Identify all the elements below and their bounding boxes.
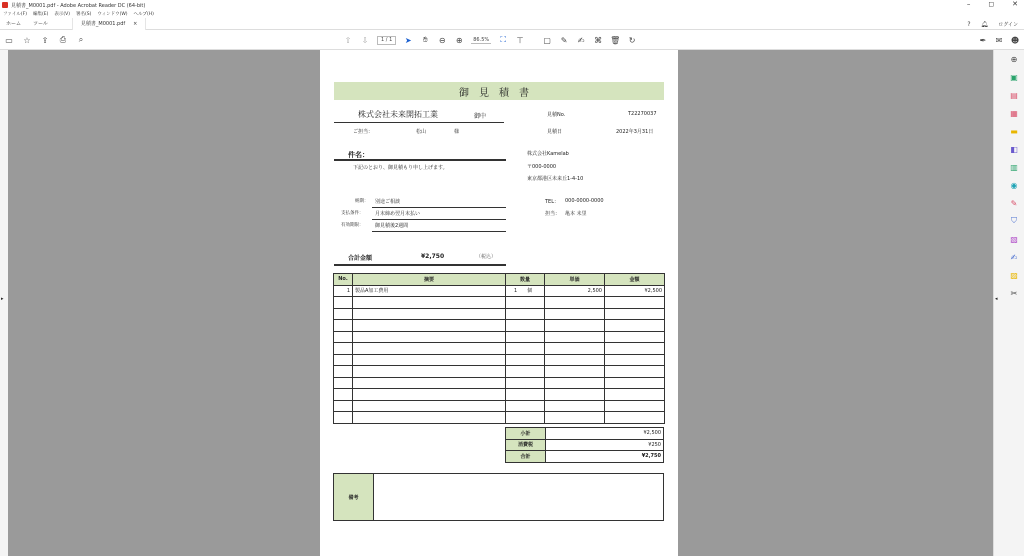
acrobat-app-icon bbox=[2, 2, 8, 8]
zoom-level-select[interactable]: 86.5% bbox=[473, 36, 490, 43]
row-unit-price bbox=[545, 343, 605, 355]
scan-icon[interactable]: ▨ bbox=[1010, 270, 1018, 280]
page-number-input[interactable]: 1 / 1 bbox=[377, 36, 396, 45]
subtotal-label: 小計 bbox=[506, 428, 546, 440]
row-no bbox=[334, 308, 353, 320]
row-unit-price bbox=[545, 308, 605, 320]
delete-icon[interactable]: 🗑︎ bbox=[610, 35, 621, 45]
document-title: 御見積書 bbox=[334, 82, 664, 100]
quote-no: T22270037 bbox=[628, 111, 657, 117]
fit-page-icon[interactable]: ⛶ bbox=[500, 35, 506, 44]
export-pdf-icon[interactable]: ▣ bbox=[1010, 72, 1018, 82]
row-amount bbox=[605, 297, 665, 309]
login-link[interactable]: ログイン bbox=[998, 21, 1018, 28]
fill-and-sign-icon[interactable]: ✎ bbox=[1010, 198, 1018, 208]
row-unit-price bbox=[545, 297, 605, 309]
help-icon[interactable]: ? bbox=[967, 20, 971, 28]
hand-tool-icon[interactable]: ✋︎ bbox=[422, 35, 428, 44]
row-quantity bbox=[506, 331, 545, 343]
row-description: 製品A加工費用 bbox=[353, 285, 506, 297]
delivery-label: 納期： bbox=[355, 199, 369, 204]
items-header-row bbox=[334, 274, 665, 286]
row-unit-price bbox=[545, 400, 605, 412]
toolbar bbox=[0, 31, 1024, 50]
remarks-label: 備考 bbox=[334, 474, 374, 520]
table-row bbox=[334, 343, 665, 355]
company-name: 株式会社Kamelab bbox=[527, 151, 569, 157]
subtotal-value: ¥2,500 bbox=[546, 428, 664, 440]
grand-total-row bbox=[506, 451, 664, 463]
row-unit-price bbox=[545, 366, 605, 378]
row-quantity bbox=[506, 343, 545, 355]
items-table bbox=[333, 273, 665, 424]
tab-home[interactable]: ホーム bbox=[6, 21, 22, 27]
table-row bbox=[334, 297, 665, 309]
row-amount bbox=[605, 389, 665, 401]
menu-window[interactable]: ウィンドウ(W) bbox=[97, 12, 128, 17]
request-signature-icon[interactable]: ✍ bbox=[1010, 252, 1018, 262]
row-unit-price bbox=[545, 389, 605, 401]
menu-help[interactable]: ヘルプ(H) bbox=[133, 12, 154, 17]
table-row bbox=[334, 389, 665, 401]
tax-note: （税込） bbox=[476, 254, 497, 260]
contact-label: ご担当： bbox=[353, 129, 374, 135]
row-amount bbox=[605, 412, 665, 424]
row-no bbox=[334, 320, 353, 332]
validity-value: 御見積後2週間 bbox=[375, 223, 409, 229]
row-description bbox=[353, 308, 506, 320]
row-quantity bbox=[506, 389, 545, 401]
grand-total-value: ¥2,750 bbox=[546, 451, 664, 463]
tax-label: 消費税 bbox=[506, 439, 546, 451]
title-bar bbox=[0, 0, 1024, 10]
comment-tool-icon[interactable]: ▬ bbox=[1010, 126, 1018, 136]
expand-arrow-icon[interactable]: ▸ bbox=[1, 296, 4, 302]
row-no bbox=[334, 331, 353, 343]
payment-label: 支払条件： bbox=[341, 211, 364, 216]
subtotal-row bbox=[506, 428, 664, 440]
table-row bbox=[334, 320, 665, 332]
tab-tools[interactable]: ツール bbox=[33, 21, 48, 27]
menu-file[interactable]: ファイル(F) bbox=[3, 12, 28, 17]
totals-table bbox=[505, 427, 664, 463]
col-unit-price: 単価 bbox=[545, 274, 605, 286]
zoom-tool-icon[interactable]: ⊕ bbox=[1010, 54, 1018, 64]
row-no bbox=[334, 400, 353, 412]
total-label: 合計金額 bbox=[348, 255, 373, 262]
left-panel-toggle[interactable] bbox=[0, 50, 8, 556]
right-tools-list bbox=[1009, 54, 1019, 298]
row-quantity bbox=[506, 354, 545, 366]
table-row bbox=[334, 354, 665, 366]
zoom-in-icon[interactable]: ⊕ bbox=[455, 35, 463, 45]
compress-pdf-icon[interactable]: ◉ bbox=[1010, 180, 1018, 190]
validity-label: 有効期限： bbox=[341, 223, 364, 228]
window-title: 見積書_M0001.pdf - Adobe Acrobat Reader DC (64-bit) bbox=[11, 2, 146, 9]
menu-sign[interactable]: 署名(S) bbox=[75, 12, 92, 17]
col-no: No. bbox=[334, 274, 353, 286]
row-amount bbox=[605, 308, 665, 320]
validity-underline bbox=[372, 231, 506, 232]
row-quantity bbox=[506, 297, 545, 309]
row-amount bbox=[605, 377, 665, 389]
tel-label: TEL： bbox=[545, 199, 559, 205]
col-quantity: 数量 bbox=[506, 274, 545, 286]
page-up-icon[interactable]: ⇧ bbox=[344, 35, 352, 45]
print-icon[interactable]: ⎙ bbox=[59, 35, 67, 44]
contact-suffix: 様 bbox=[454, 129, 460, 135]
row-description bbox=[353, 389, 506, 401]
tab-close-icon[interactable]: × bbox=[133, 20, 138, 27]
total-underline bbox=[334, 264, 506, 266]
menu-view[interactable]: 表示(V) bbox=[54, 12, 70, 17]
row-quantity bbox=[506, 308, 545, 320]
close-window-button[interactable]: ✕ bbox=[1012, 0, 1018, 8]
minimize-button[interactable]: – bbox=[966, 0, 971, 8]
grand-total-label: 合計 bbox=[506, 451, 546, 463]
collapse-panel-arrow-icon[interactable]: ◂ bbox=[995, 296, 998, 302]
tax-value: ¥250 bbox=[546, 439, 664, 451]
tax-row bbox=[506, 439, 664, 451]
redact-icon[interactable]: ▧ bbox=[1010, 234, 1018, 244]
table-row bbox=[334, 377, 665, 389]
row-amount bbox=[605, 400, 665, 412]
row-description bbox=[353, 343, 506, 355]
row-description bbox=[353, 297, 506, 309]
delivery-underline bbox=[372, 207, 506, 208]
row-unit-price bbox=[545, 354, 605, 366]
upload-cloud-icon[interactable]: ⇪ bbox=[41, 35, 49, 45]
combine-files-icon[interactable]: ◧ bbox=[1010, 144, 1018, 154]
row-amount bbox=[605, 343, 665, 355]
zoom-out-icon[interactable]: ⊖ bbox=[438, 35, 446, 45]
company-address: 東京都港区未来丘1-4-10 bbox=[527, 176, 584, 182]
total-amount: ¥2,750 bbox=[421, 253, 445, 260]
rotate-icon[interactable]: ↻ bbox=[628, 35, 636, 45]
pen-icon[interactable]: ✎ bbox=[560, 35, 568, 45]
quote-no-label: 見積No. bbox=[547, 112, 566, 118]
col-amount: 金額 bbox=[605, 274, 665, 286]
company-postal: 〒000-0000 bbox=[527, 164, 557, 170]
stamp-icon[interactable]: ⌘ bbox=[594, 35, 603, 45]
comment-icon[interactable]: ▢ bbox=[543, 35, 551, 45]
menu-edit[interactable]: 編集(E) bbox=[33, 12, 49, 17]
edit-pdf-icon[interactable]: ▦ bbox=[1010, 108, 1018, 118]
more-tools-icon[interactable]: ✂ bbox=[1010, 288, 1018, 298]
row-quantity bbox=[506, 377, 545, 389]
row-amount bbox=[605, 354, 665, 366]
row-unit-price bbox=[545, 331, 605, 343]
remarks-box bbox=[333, 473, 664, 521]
row-unit-price bbox=[545, 377, 605, 389]
row-quantity: 1 個 bbox=[506, 285, 545, 297]
tel-number: 000-0000-0000 bbox=[565, 198, 604, 204]
payment-value: 月末締め翌月末払い bbox=[375, 211, 421, 217]
table-row bbox=[334, 308, 665, 320]
row-unit-price: 2,500 bbox=[545, 285, 605, 297]
bookmark-star-icon[interactable]: ☆ bbox=[23, 35, 31, 45]
staff-name: 亀本 未里 bbox=[565, 211, 587, 217]
tab-document[interactable] bbox=[72, 18, 146, 30]
table-row bbox=[334, 400, 665, 412]
row-description bbox=[353, 366, 506, 378]
signature-icon[interactable]: ✍ bbox=[577, 35, 585, 45]
contact-name: 松山 bbox=[416, 129, 427, 135]
row-description bbox=[353, 331, 506, 343]
quote-date: 2022年3月31日 bbox=[616, 129, 654, 135]
row-quantity bbox=[506, 412, 545, 424]
create-pdf-icon[interactable]: ▤ bbox=[1010, 90, 1018, 100]
client-underline bbox=[334, 122, 504, 123]
intro-text: 下記のとおり、御見積もり申し上げます。 bbox=[353, 165, 448, 171]
mail-icon[interactable]: ✉ bbox=[995, 35, 1003, 45]
share-user-icon[interactable]: ☻ bbox=[1010, 35, 1020, 45]
organize-pages-icon[interactable]: ▥ bbox=[1010, 162, 1018, 172]
bell-icon[interactable]: 🔔︎ bbox=[980, 20, 989, 28]
menu-bar bbox=[0, 10, 1024, 18]
protect-icon[interactable]: ⛉ bbox=[1011, 216, 1017, 225]
payment-underline bbox=[372, 219, 506, 220]
subject-underline bbox=[334, 159, 506, 161]
row-no bbox=[334, 412, 353, 424]
quote-date-label: 見積日 bbox=[547, 129, 563, 135]
row-no bbox=[334, 377, 353, 389]
row-description bbox=[353, 412, 506, 424]
table-row bbox=[334, 285, 665, 297]
row-unit-price bbox=[545, 320, 605, 332]
row-description bbox=[353, 400, 506, 412]
page-down-icon[interactable]: ⇩ bbox=[361, 35, 369, 45]
row-description bbox=[353, 354, 506, 366]
delivery-value: 別途ご相談 bbox=[375, 199, 401, 205]
row-no bbox=[334, 366, 353, 378]
row-description bbox=[353, 320, 506, 332]
row-quantity bbox=[506, 366, 545, 378]
pdf-page bbox=[320, 50, 678, 556]
save-icon[interactable]: ▭ bbox=[5, 35, 13, 45]
row-no: 1 bbox=[334, 285, 353, 297]
scroll-mode-icon[interactable]: ⊤ bbox=[516, 35, 524, 45]
row-amount: ¥2,500 bbox=[605, 285, 665, 297]
client-name: 株式会社未来開拓工業 bbox=[358, 110, 438, 119]
table-row bbox=[334, 412, 665, 424]
row-amount bbox=[605, 366, 665, 378]
row-no bbox=[334, 354, 353, 366]
row-quantity bbox=[506, 320, 545, 332]
row-no bbox=[334, 297, 353, 309]
row-description bbox=[353, 377, 506, 389]
row-no bbox=[334, 343, 353, 355]
maximize-button[interactable]: ◻ bbox=[988, 0, 995, 8]
select-cursor-icon[interactable]: ➤ bbox=[404, 35, 412, 45]
remarks-content bbox=[374, 474, 663, 520]
row-quantity bbox=[506, 400, 545, 412]
tab-bar bbox=[0, 18, 1024, 30]
tab-document-label: 見積書_M0001.pdf bbox=[80, 21, 126, 27]
row-amount bbox=[605, 331, 665, 343]
table-row bbox=[334, 331, 665, 343]
row-unit-price bbox=[545, 412, 605, 424]
row-amount bbox=[605, 320, 665, 332]
row-no bbox=[334, 389, 353, 401]
subject-label: 件名： bbox=[348, 151, 369, 159]
fill-sign-icon[interactable]: ✒ bbox=[979, 35, 987, 45]
client-suffix: 御中 bbox=[474, 113, 487, 120]
search-icon[interactable]: ⌕ bbox=[78, 35, 84, 44]
col-description: 摘要 bbox=[353, 274, 506, 286]
staff-label: 担当： bbox=[545, 211, 561, 217]
table-row bbox=[334, 366, 665, 378]
